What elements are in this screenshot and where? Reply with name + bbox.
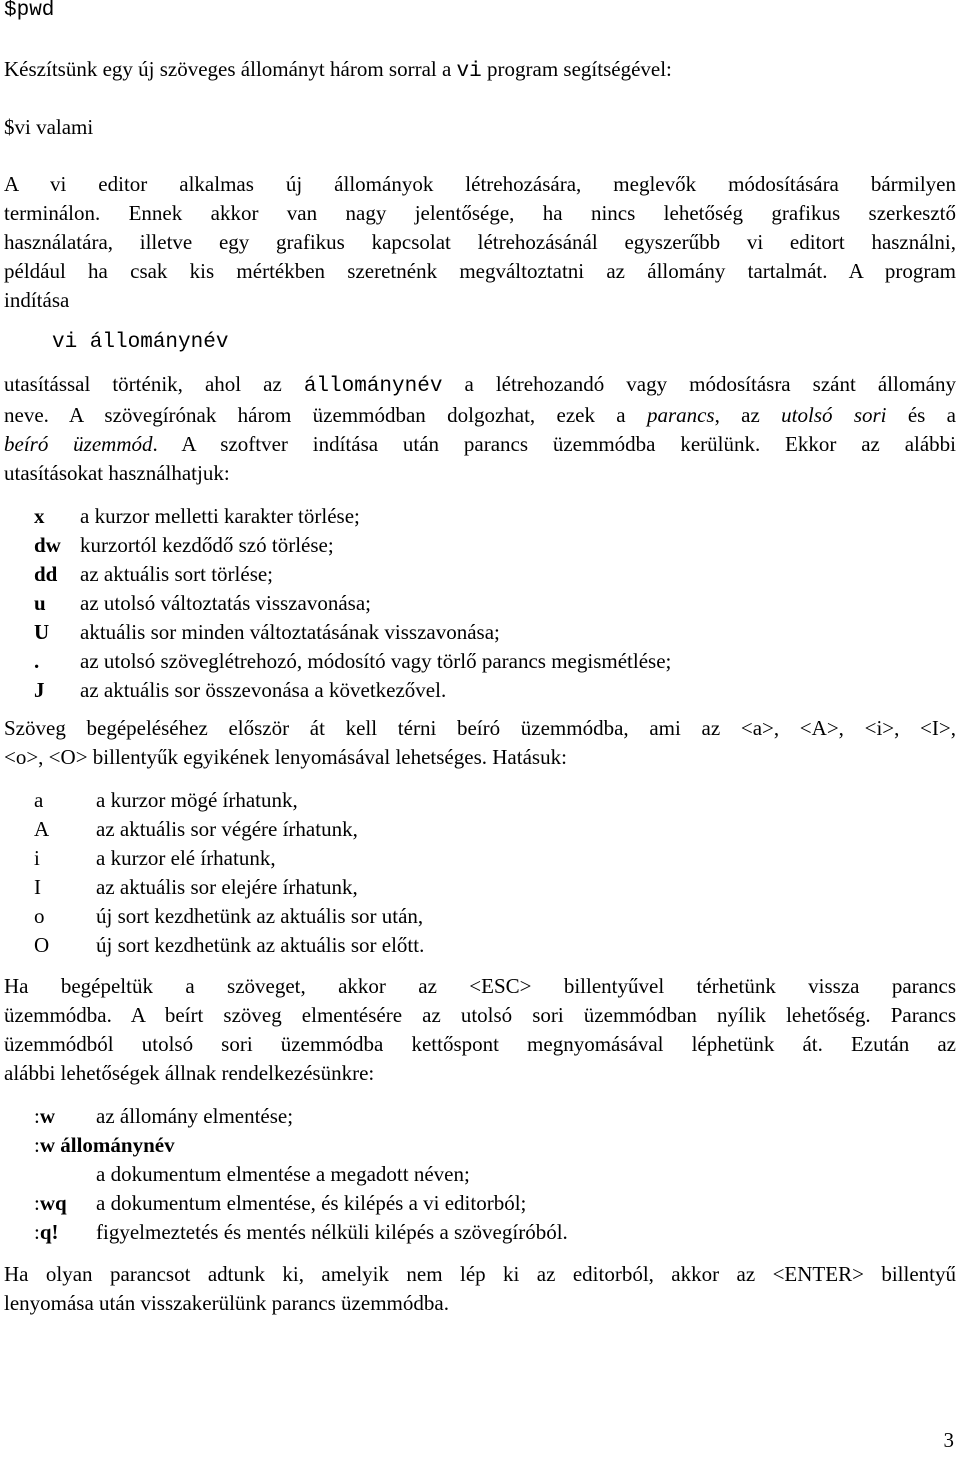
pwd-command: $pwd xyxy=(4,0,55,22)
intro-text-before: Készítsünk egy új szöveges állományt három sorral a xyxy=(4,57,457,81)
save-command-list xyxy=(34,1102,568,1247)
para4-line1: Ha begépeltük a szöveget, akkor az <ESC> billentyűvel térhetünk vissza parancs xyxy=(4,974,956,998)
list-item xyxy=(34,618,671,647)
save-key xyxy=(34,1131,175,1160)
para3-line1: Szöveg begépeléséhez először át kell térni beíró üzemmódba, ami az <a>, <A>, <i>, <I>, xyxy=(4,716,956,740)
command-key: J xyxy=(34,678,45,702)
para2-l2-after: és a xyxy=(886,403,956,427)
para2-line4: utasításokat használhatjuk: xyxy=(4,461,230,485)
command-desc: az aktuális sor összevonása a következővel. xyxy=(80,678,447,702)
insert-command-list xyxy=(34,786,424,960)
save-desc: a dokumentum elmentése, és kilépés a vi editorból; xyxy=(96,1191,527,1215)
colon-prefix: : xyxy=(34,1191,40,1215)
intro-text-after: program segítségével: xyxy=(481,57,672,81)
para1-line4: például ha csak kis mértékben szeretnénk megváltoztatni az állomány tartalmát. A program xyxy=(4,259,956,283)
save-key xyxy=(34,1218,96,1247)
insert-desc: a kurzor elé írhatunk, xyxy=(96,846,276,870)
save-key-spacer xyxy=(34,1160,96,1189)
para2-l1-before: utasítással történik, ahol az xyxy=(4,372,304,396)
para5-line1: Ha olyan parancsot adtunk ki, amelyik nem lép ki az editorból, akkor az <ENTER> billentyű xyxy=(4,1262,956,1286)
para2-l2-mid: , az xyxy=(714,403,782,427)
command-desc: kurzortól kezdődő szó törlése; xyxy=(80,533,334,557)
insert-key: i xyxy=(34,846,40,870)
list-item xyxy=(34,1131,568,1160)
para2-l3-after: . A szoftver indítása után parancs üzemmódba kerülünk. Ekkor az alábbi xyxy=(152,432,957,456)
save-key-wq: wq xyxy=(39,1191,67,1215)
para2-line1 xyxy=(4,370,956,401)
para2-line2 xyxy=(4,401,956,430)
list-item xyxy=(34,531,671,560)
para1-line5: indítása xyxy=(4,288,70,312)
insert-key: a xyxy=(34,788,44,812)
intro-sentence xyxy=(4,55,672,86)
paragraph-insert-mode xyxy=(4,714,956,772)
para4-line2: üzemmódba. A beírt szöveg elmentésére az utolsó sori üzemmódban nyílik lehetőség. Parancs xyxy=(4,1003,956,1027)
list-item xyxy=(34,1160,568,1189)
list-item xyxy=(34,902,424,931)
list-item xyxy=(34,647,671,676)
list-item xyxy=(34,1102,568,1131)
list-item xyxy=(34,815,424,844)
list-item xyxy=(34,589,671,618)
list-item xyxy=(34,1189,568,1218)
command-key: u xyxy=(34,591,46,615)
save-desc: figyelmeztetés és mentés nélküli kilépés a szövegíróból. xyxy=(96,1220,568,1244)
colon-prefix: : xyxy=(34,1104,40,1128)
insert-desc: új sort kezdhetünk az aktuális sor előtt. xyxy=(96,933,425,957)
para3-line2: <o>, <O> billentyűk egyikének lenyomásával lehetséges. Hatásuk: xyxy=(4,745,567,769)
command-desc: a kurzor melletti karakter törlése; xyxy=(80,504,360,528)
insert-key: I xyxy=(34,875,41,899)
insert-key: o xyxy=(34,904,45,928)
insert-desc: az aktuális sor elejére írhatunk, xyxy=(96,875,358,899)
command-list xyxy=(34,502,671,705)
list-item xyxy=(34,502,671,531)
save-key-w: w xyxy=(39,1104,56,1128)
command-desc: aktuális sor minden változtatásának visszavonása; xyxy=(80,620,500,644)
paragraph-enter xyxy=(4,1260,956,1318)
code-example: vi állománynév xyxy=(52,331,229,354)
command-key: dw xyxy=(34,533,61,557)
intro-vi-code: vi xyxy=(456,60,482,83)
command-key: dd xyxy=(34,562,58,586)
para2-l2-em-parancs: parancs xyxy=(646,403,715,427)
paragraph-modes xyxy=(4,370,956,488)
save-key xyxy=(34,1102,96,1131)
para1-line1: A vi editor alkalmas új állományok létrehozására, meglevők módosítására bármilyen xyxy=(4,172,956,196)
command-key: U xyxy=(34,620,50,644)
insert-desc: a kurzor mögé írhatunk, xyxy=(96,788,298,812)
command-desc: az utolsó szöveglétrehozó, módosító vagy törlő parancs megismétlése; xyxy=(80,649,672,673)
command-key: . xyxy=(34,649,40,673)
para2-line3 xyxy=(4,430,956,459)
insert-key: O xyxy=(34,933,50,957)
para4-line3: üzemmódból utolsó sori üzemmódba kettőspont megnyomásával léphetünk át. Ezután az xyxy=(4,1032,956,1056)
para2-l2-before: neve. A szövegírónak három üzemmódban dolgozhat, ezek a xyxy=(4,403,647,427)
command-key: x xyxy=(34,504,45,528)
save-desc: az állomány elmentése; xyxy=(96,1104,294,1128)
list-item xyxy=(34,931,424,960)
insert-key: A xyxy=(34,817,50,841)
list-item xyxy=(34,786,424,815)
paragraph-vi-editor xyxy=(4,170,956,315)
para2-l1-after: a létrehozandó vagy módosításra szánt állomány xyxy=(442,372,956,396)
para4-line4: alábbi lehetőségek állnak rendelkezésünkre: xyxy=(4,1061,375,1085)
insert-desc: új sort kezdhetünk az aktuális sor után, xyxy=(96,904,424,928)
para5-line2: lenyomása után visszakerülünk parancs üzemmódba. xyxy=(4,1291,449,1315)
list-item xyxy=(34,1218,568,1247)
save-desc: a dokumentum elmentése a megadott néven; xyxy=(96,1162,470,1186)
para2-l2-em-utolso-sori: utolsó sori xyxy=(781,403,887,427)
list-item xyxy=(34,844,424,873)
para2-l3-em-beiro: beíró üzemmód xyxy=(4,432,153,456)
list-item xyxy=(34,873,424,902)
colon-prefix: : xyxy=(34,1220,40,1244)
command-desc: az aktuális sort törlése; xyxy=(80,562,274,586)
para2-l1-code: állománynév xyxy=(303,375,443,398)
command-desc: az utolsó változtatás visszavonása; xyxy=(80,591,371,615)
colon-prefix: : xyxy=(34,1133,40,1157)
save-key-wname: w állománynév xyxy=(39,1133,175,1157)
save-key xyxy=(34,1189,96,1218)
page-number: 3 xyxy=(943,1428,954,1452)
para1-line2: terminálon. Ennek akkor van nagy jelentősége, ha nincs lehetőség grafikus szerkesztő xyxy=(4,201,956,225)
paragraph-save xyxy=(4,972,956,1088)
vi-command-line: $vi valami xyxy=(4,115,94,139)
save-key-q: q! xyxy=(39,1220,59,1244)
insert-desc: az aktuális sor végére írhatunk, xyxy=(96,817,358,841)
para1-line3: használatára, illetve egy grafikus kapcsolat létrehozásánál egyszerűbb vi editort használni, xyxy=(4,230,956,254)
list-item xyxy=(34,676,671,705)
list-item xyxy=(34,560,671,589)
